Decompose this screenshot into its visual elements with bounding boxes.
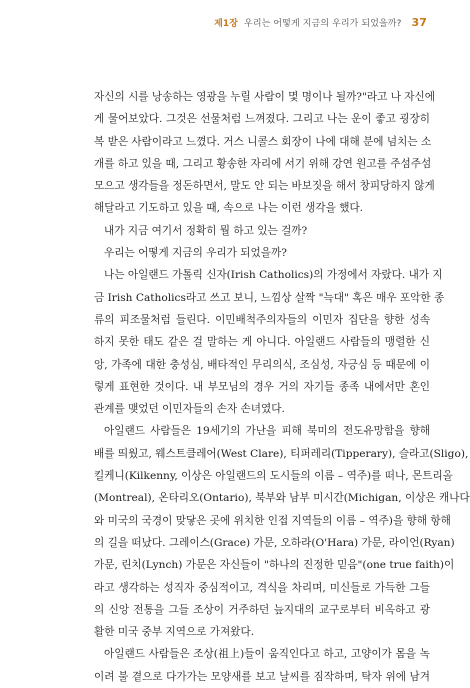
text-line: 의 길을 떠났다. 그레이스(Grace) 가문, 오하라(O'Hara) 가문, 라이언(Ryan) — [94, 536, 455, 549]
running-header — [214, 16, 427, 29]
page-number: 37 — [411, 16, 427, 29]
chapter-label: 제1장 — [214, 19, 239, 29]
body-text — [94, 86, 470, 688]
text-line: 류의 피조물처럼 들린다. 이민배척주의자들의 이민자 집단을 향한 성속 — [94, 313, 430, 326]
text-line: 자신의 시를 낭송하는 영광을 누릴 사람이 몇 명이나 될까?"라고 나 자신에 — [94, 91, 435, 103]
text-line: 금 Irish Catholics라고 쓰고 보니, 느낌상 살짝 "늑대" 혹은 매우 포악한 종 — [94, 291, 445, 304]
text-line: 앙, 가족에 대한 충성심, 배타적인 무리의식, 조심성, 자긍심 등 때문에 이 — [94, 358, 430, 371]
text-line: 활한 미국 중부 지역으로 가져왔다. — [94, 626, 255, 639]
text-line: 나는 아일랜드 가톨릭 신자(Irish Catholics)의 가정에서 자랐다. 내가 지 — [104, 269, 443, 282]
text-line: 가문, 린치(Lynch) 가문은 자신들이 "하나의 진정한 믿음"(one true faith)이 — [94, 559, 455, 572]
text-line: 라고 생각하는 성직자 중심적이고, 격식을 차리며, 미신들로 가득한 그들 — [94, 581, 430, 594]
text-line: 개를 하고 있을 때, 그리고 황송한 자리에 서기 위해 강연 원고를 주섬주섬 — [94, 157, 432, 170]
text-line: 내가 지금 여기서 정확히 뭘 하고 있는 걸까? — [104, 224, 308, 237]
text-line: 모으고 생각들을 정돈하면서, 말도 안 되는 바보짓을 해서 창피당하지 않게 — [94, 180, 435, 193]
text-line: 우리는 어떻게 지금의 우리가 되었을까? — [104, 247, 287, 260]
chapter-title: 우리는 어떻게 지금의 우리가 되었을까? — [244, 19, 402, 29]
text-line: 아일랜드 사람들은 19세기의 가난을 피해 북미의 전도유망함을 향해 — [104, 425, 430, 438]
text-line: 렇게 표현한 것이다. 내 부모님의 경우 거의 자기들 종족 내에서만 혼인 — [94, 380, 430, 393]
text-line: 복 받은 사람이라고 느꼈다. 거스 니콜스 회장이 나에 대해 분에 넘치는 소 — [94, 135, 432, 148]
text-line: 의 신앙 전통을 그들 조상이 거주하던 늪지대의 교구로부터 비옥하고 광 — [94, 603, 430, 616]
text-line: 관계를 맺었던 이민자들의 손자 손녀였다. — [94, 403, 285, 416]
text-line: 킬케니(Kilkenny, 이상은 아일랜드의 도시들의 이름 – 역주)를 떠나, 몬트리올 — [94, 470, 453, 483]
text-line: 배를 띄웠고, 웨스트클레어(West Clare), 티퍼레리(Tipperary), 슬라고(Sligo), — [94, 447, 469, 460]
text-line: 아일랜드 사람들은 조상(祖上)들이 움직인다고 하고, 고양이가 몸을 녹 — [104, 648, 430, 661]
text-line: 하지 못한 태도 같은 걸 말하는 게 아니다. 아일랜드 사람들의 맹렬한 신 — [94, 336, 430, 349]
text-line: (Montreal), 온타리오(Ontario), 북부와 남부 미시간(Michigan, 이상은 캐나다 — [94, 492, 470, 505]
text-line: 와 미국의 국경이 맞닿은 곳에 위치한 인접 지역들의 이름 – 역주)을 향해 항해 — [94, 514, 451, 527]
text-line: 이려 불 곁으로 다가가는 모양새를 보고 날씨를 짐작하며, 탁자 위에 남겨 — [94, 670, 430, 683]
text-line: 게 물어보았다. 그것은 선물처럼 느껴졌다. 그리고 나는 운이 좋고 굉장히 — [94, 113, 430, 126]
text-line: 해달라고 기도하고 있을 때, 속으로 나는 이런 생각을 했다. — [94, 202, 364, 215]
